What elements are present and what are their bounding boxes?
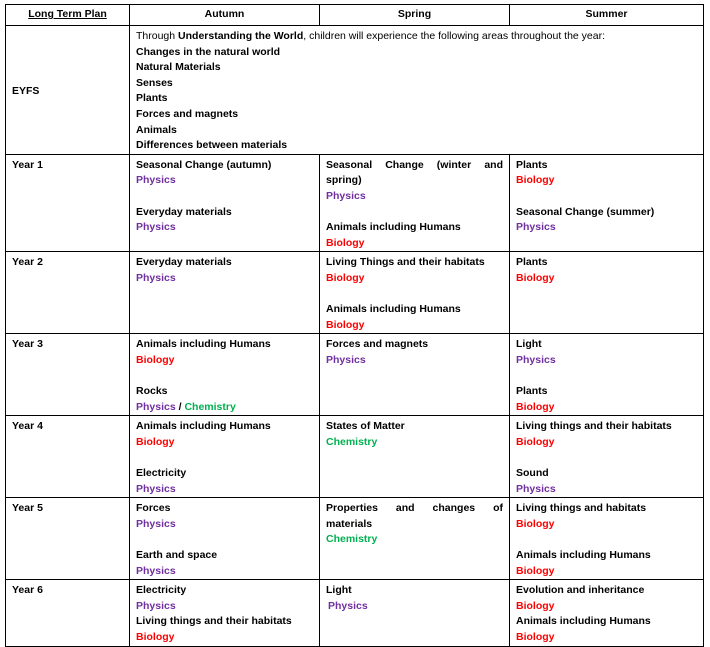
eyfs-area: Forces and magnets	[136, 107, 239, 120]
topic: Seasonal Change (summer)	[516, 205, 655, 218]
cell-summer	[510, 252, 704, 334]
cell-summer	[510, 334, 704, 416]
topic: Living things and their habitats	[516, 420, 672, 433]
header-autumn: Autumn	[130, 5, 320, 26]
subject-label: Biology	[326, 236, 365, 249]
topic: Light	[326, 584, 352, 597]
subject-label: Biology	[136, 353, 175, 366]
subject-label: Physics	[328, 599, 368, 612]
eyfs-area: Plants	[136, 92, 168, 105]
row-label-year-2: Year 2	[6, 252, 130, 334]
subject-label: Physics	[136, 564, 176, 577]
subject-label: Physics	[136, 221, 176, 234]
row-label-year-1: Year 1	[6, 154, 130, 252]
subject-separator: /	[175, 400, 185, 413]
eyfs-area: Animals	[136, 123, 177, 136]
cell-autumn	[130, 580, 320, 646]
subject-label: Chemistry	[184, 400, 236, 413]
subject-label: Biology	[326, 271, 365, 284]
eyfs-area: Senses	[136, 76, 173, 89]
eyfs-intro-prefix: Through	[136, 30, 179, 42]
eyfs-intro-bold: Understanding the World	[178, 30, 304, 42]
header-long-term-plan: Long Term Plan	[6, 5, 130, 26]
subject-label: Biology	[516, 599, 555, 612]
subject-label: Biology	[516, 400, 555, 413]
topic: Plants	[516, 256, 548, 269]
subject-label: Physics	[326, 189, 366, 202]
cell-autumn	[130, 154, 320, 252]
topic: Animals including Humans	[516, 615, 651, 628]
row-label-year-3: Year 3	[6, 334, 130, 416]
eyfs-intro-suffix: , children will experience the following areas throughout the year:	[303, 30, 606, 42]
topic: Rocks	[136, 385, 168, 398]
year-row	[6, 580, 704, 646]
subject-label: Physics	[326, 353, 366, 366]
cell-summer	[510, 498, 704, 580]
cell-spring	[320, 498, 510, 580]
cell-autumn	[130, 498, 320, 580]
eyfs-row	[6, 26, 704, 155]
subject-label: Biology	[516, 435, 555, 448]
cell-spring	[320, 334, 510, 416]
row-label-eyfs: EYFS	[6, 26, 130, 155]
topic: Living Things and their habitats	[326, 256, 485, 269]
subject-label: Physics	[516, 482, 556, 495]
subject-label: Physics	[136, 482, 176, 495]
eyfs-area: Natural Materials	[136, 61, 221, 74]
year-row	[6, 334, 704, 416]
year-row	[6, 252, 704, 334]
cell-spring	[320, 252, 510, 334]
cell-summer	[510, 416, 704, 498]
topic: Properties and changes of materials	[326, 502, 503, 530]
topic: Earth and space	[136, 549, 218, 561]
subject-pair	[136, 400, 313, 416]
cell-autumn	[130, 334, 320, 416]
row-label-year-4: Year 4	[6, 416, 130, 498]
topic: Animals including Humans	[136, 338, 271, 351]
cell-spring	[320, 416, 510, 498]
topic: Seasonal Change (winter and spring)	[326, 158, 503, 187]
subject-label: Biology	[136, 630, 175, 643]
cell-autumn	[130, 416, 320, 498]
topic: Living things and their habitats	[136, 615, 292, 628]
cell-summer	[510, 154, 704, 252]
subject-label: Chemistry	[326, 435, 378, 448]
topic: Animals including Humans	[516, 549, 651, 561]
cell-spring	[320, 580, 510, 646]
subject-label: Physics	[136, 517, 176, 530]
topic: Seasonal Change (autumn)	[136, 158, 272, 171]
topic: Animals including Humans	[136, 420, 271, 433]
subject-label: Physics	[136, 271, 176, 284]
topic: Everyday materials	[136, 205, 232, 218]
header-summer: Summer	[510, 5, 704, 26]
eyfs-area: Changes in the natural world	[136, 45, 281, 58]
subject-label: Physics	[136, 174, 176, 187]
year-row	[6, 498, 704, 580]
cell-summer	[510, 580, 704, 646]
subject-label: Physics	[516, 221, 556, 234]
eyfs-intro	[136, 29, 697, 45]
subject-label: Biology	[516, 174, 555, 187]
subject-label: Biology	[326, 318, 365, 331]
topic: Electricity	[136, 584, 187, 597]
row-label-year-6: Year 6	[6, 580, 130, 646]
topic: Light	[516, 338, 542, 351]
subject-label: Physics	[136, 599, 176, 612]
topic: Living things and habitats	[516, 502, 647, 515]
header-spring: Spring	[320, 5, 510, 26]
header-row	[6, 5, 704, 26]
subject-label: Biology	[516, 271, 555, 284]
subject-label: Physics	[516, 353, 556, 366]
subject-label: Chemistry	[326, 533, 378, 546]
long-term-plan-table	[5, 4, 704, 647]
subject-label: Biology	[516, 517, 555, 530]
subject-label: Biology	[516, 564, 555, 577]
topic: States of Matter	[326, 420, 405, 433]
cell-spring	[320, 154, 510, 252]
cell-autumn	[130, 252, 320, 334]
topic: Forces and magnets	[326, 338, 429, 351]
topic: Electricity	[136, 467, 187, 480]
subject-label: Physics	[136, 400, 176, 413]
topic: Plants	[516, 385, 548, 398]
topic: Plants	[516, 158, 548, 171]
subject-label: Biology	[136, 435, 175, 448]
topic: Animals including Humans	[326, 221, 461, 234]
topic: Everyday materials	[136, 256, 232, 269]
topic: Sound	[516, 467, 549, 480]
subject-label: Biology	[516, 630, 555, 643]
eyfs-content	[130, 26, 704, 155]
eyfs-area: Differences between materials	[136, 139, 288, 152]
topic: Evolution and inheritance	[516, 584, 645, 597]
year-row	[6, 154, 704, 252]
topic: Animals including Humans	[326, 303, 461, 316]
topic: Forces	[136, 502, 171, 515]
year-row	[6, 416, 704, 498]
row-label-year-5: Year 5	[6, 498, 130, 580]
